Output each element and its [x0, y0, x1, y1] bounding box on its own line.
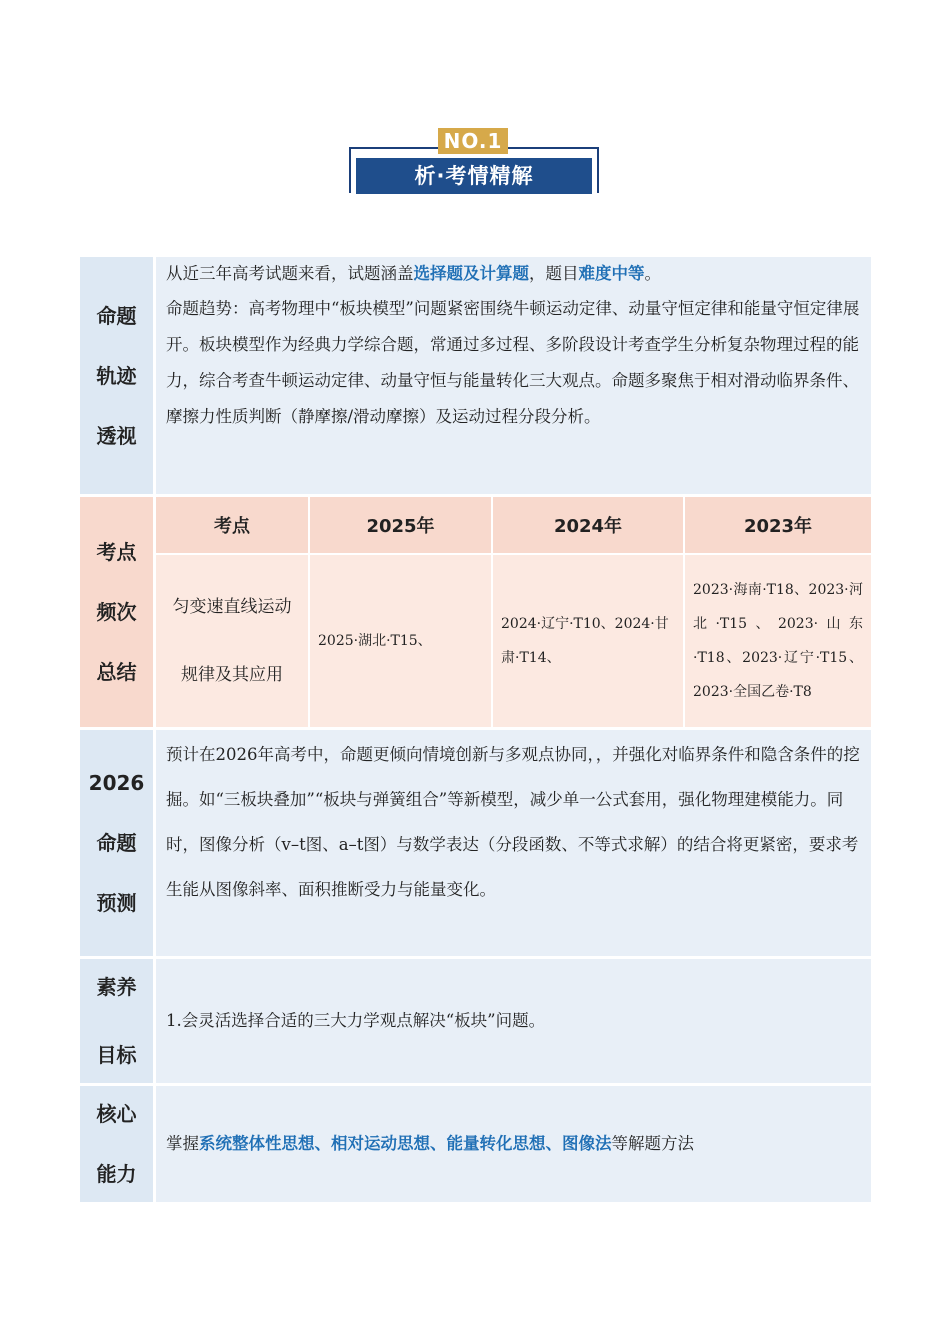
label-line: 2026 — [88, 771, 145, 795]
exam-refs: 2024·辽宁·T10、2024·甘肃·T14、 — [501, 616, 669, 666]
row-frequency — [80, 497, 871, 727]
label-line: 频次 — [96, 600, 137, 624]
badge-frame-line — [349, 147, 351, 193]
header-cell: 2025年 — [310, 497, 491, 553]
label-line: 命题 — [96, 303, 137, 328]
core-ability-text — [156, 1086, 871, 1202]
text: 1.会灵活选择合适的三大力学观点解决“板块”问题。 — [166, 1011, 546, 1030]
trajectory-text — [156, 257, 871, 494]
prediction-text: 预计在2026年高考中，命题更倾向情境创新与多观点协同，，并强化对临界条件和隐含条件的挖掘。如“三板块叠加”“板块与弹簧组合”等新模型，减少单一公式套用，强化物理建模能力。同时，图像分析（v–t图、a–t图）与数学表达（分段函数、不等式求解）的结合将更紧密，要求考生能从图像斜率、面积推断受力与能量变化。 — [156, 730, 871, 956]
highlight-text: 难度中等 — [578, 264, 645, 283]
header-cell: 2024年 — [493, 497, 683, 553]
topic-line: 规律及其应用 — [181, 665, 283, 685]
row-label — [80, 257, 153, 494]
row-core-ability — [80, 1086, 871, 1202]
text: 。 — [644, 264, 661, 283]
row-label — [80, 497, 153, 727]
label-line: 预测 — [96, 891, 137, 915]
section-badge — [343, 128, 605, 200]
row-literacy — [80, 959, 871, 1083]
frequency-header-row — [156, 497, 871, 553]
frequency-table — [156, 497, 871, 727]
label-line: 素养 — [96, 975, 137, 999]
label-line: 透视 — [96, 423, 137, 448]
paragraph — [166, 257, 861, 291]
exam-refs: 2023·海南·T18、2023·河北·T15、2023·山东·T18、2023·辽宁·T15、2023·全国乙卷·T8 — [693, 582, 863, 700]
exam-refs: 2025·湖北·T15、 — [318, 633, 432, 649]
text: 掌握 — [166, 1134, 199, 1153]
row-label — [80, 959, 153, 1083]
label-line: 考点 — [96, 540, 137, 564]
label-line: 能力 — [96, 1162, 137, 1186]
highlight-text: 选择题及计算题 — [413, 264, 529, 283]
text: 等解题方法 — [611, 1134, 694, 1153]
exam-analysis-table — [80, 257, 871, 1205]
topic-line: 匀变速直线运动 — [172, 597, 292, 617]
badge-number: NO.1 — [438, 128, 508, 154]
row-label — [80, 1086, 153, 1202]
header-cell: 考点 — [156, 497, 308, 553]
row-label — [80, 730, 153, 956]
topic-cell — [156, 555, 308, 727]
paragraph: 命题趋势：高考物理中“板块模型”问题紧密围绕牛顿运动定律、动量守恒定律和能量守恒定律展开。板块模型作为经典力学综合题，常通过多过程、多阶段设计考查学生分析复杂物理过程的能力，综合考查牛顿运动定律、动量守恒与能量转化三大观点。命题多聚焦于相对滑动临界条件、摩擦力性质判断（静摩擦/滑动摩擦）及运动过程分段分析。 — [166, 299, 860, 426]
label-line: 命题 — [96, 831, 137, 855]
header-cell: 2023年 — [685, 497, 871, 553]
frequency-data-row — [156, 555, 871, 727]
label-line: 目标 — [96, 1043, 137, 1067]
year-2025-cell — [310, 555, 491, 727]
badge-frame-line — [597, 147, 599, 193]
year-2024-cell — [493, 555, 683, 727]
row-trajectory — [80, 257, 871, 494]
row-prediction — [80, 730, 871, 956]
year-2023-cell — [685, 555, 871, 727]
highlight-text: 系统整体性思想、相对运动思想、能量转化思想、图像法 — [199, 1134, 612, 1153]
badge-title: 析·考情精解 — [356, 158, 592, 194]
text: 从近三年高考试题来看，试题涵盖 — [166, 264, 414, 283]
text: ，题目 — [529, 264, 579, 283]
label-line: 轨迹 — [96, 363, 137, 388]
label-line: 核心 — [96, 1102, 137, 1126]
literacy-text — [156, 959, 871, 1083]
label-line: 总结 — [96, 660, 137, 684]
